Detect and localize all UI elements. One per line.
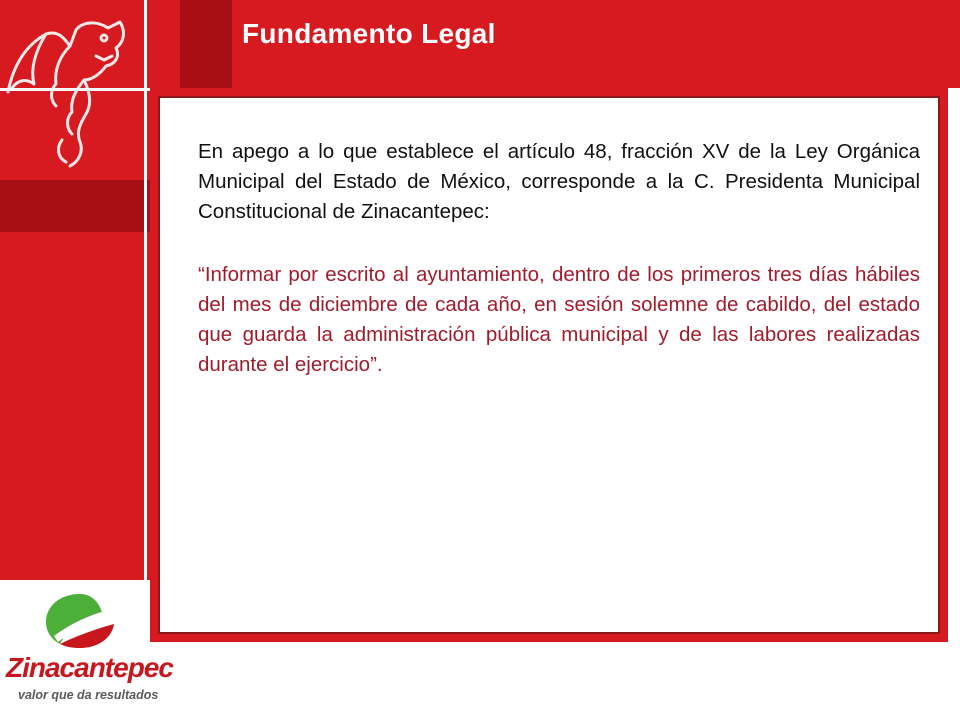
header-accent-square (180, 0, 232, 88)
legal-basis-paragraph: En apego a lo que establece el artículo 48, fracción XV de la Ley Orgánica Municipal del Estado de México, corresponde a la C. Presidenta Municipal Constitucional de Zinacantepec: (198, 140, 920, 223)
vertical-divider (144, 0, 147, 720)
brand-name: Zinacantepec (6, 652, 173, 683)
brand-tagline: valor que da resultados (18, 688, 159, 702)
slide-title: Fundamento Legal (242, 18, 496, 49)
zinacantepec-logo-icon (40, 590, 120, 650)
left-accent-square (0, 180, 150, 232)
bat-mascot-icon (0, 0, 142, 178)
legal-quote-paragraph: “Informar por escrito al ayuntamiento, dentro de los primeros tres días hábiles del mes de diciembre de cada año, en sesión solemne de cabildo, del estado que guarda la administración pública municipal y de las labores realizadas durante el ejercicio”. (198, 263, 920, 376)
